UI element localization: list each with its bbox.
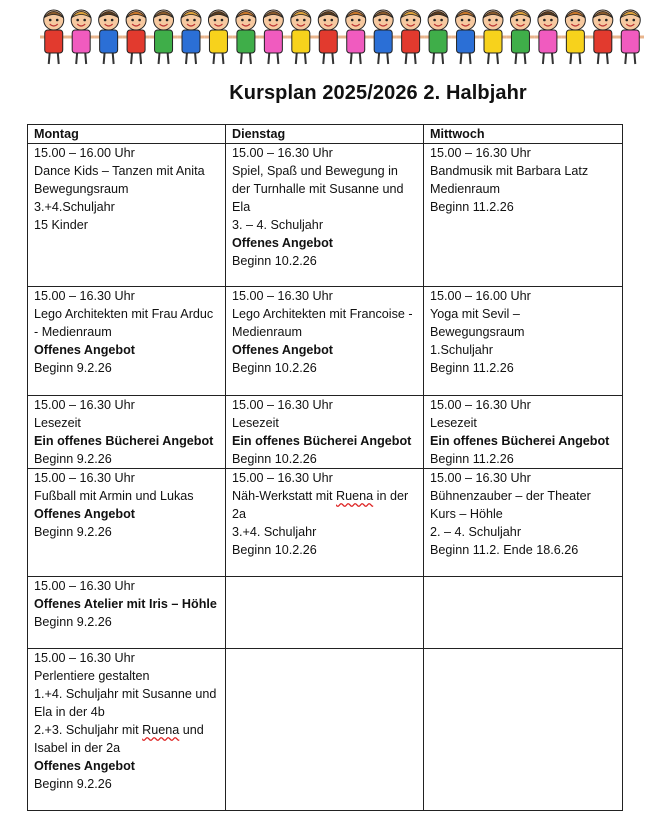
course-note: Offenes Atelier mit Iris – Höhle xyxy=(34,597,217,611)
child-figure xyxy=(67,10,94,64)
course-line: Lesezeit xyxy=(430,416,477,430)
course-cell-dienstag xyxy=(226,649,424,811)
table-row xyxy=(28,469,623,577)
course-line: Beginn 11.2.26 xyxy=(430,361,514,375)
table-row xyxy=(28,649,623,811)
column-header-mittwoch: Mittwoch xyxy=(424,125,623,144)
course-line: 3.+4. Schuljahr xyxy=(232,525,317,539)
course-line: 2.+3. Schuljahr mit Ruena und Isabel in der 2a xyxy=(34,723,204,755)
child-figure xyxy=(150,10,177,64)
course-line: 15.00 – 16.00 Uhr xyxy=(34,146,135,160)
course-cell-mittwoch xyxy=(424,396,623,469)
course-line: 15.00 – 16.30 Uhr xyxy=(430,146,531,160)
course-line: 15.00 – 16.30 Uhr xyxy=(430,471,531,485)
course-line: 15.00 – 16.30 Uhr xyxy=(232,398,333,412)
course-line: Beginn 10.2.26 xyxy=(232,452,317,466)
course-line: Lesezeit xyxy=(232,416,279,430)
course-line: Beginn 9.2.26 xyxy=(34,361,112,375)
course-line: Beginn 11.2. Ende 18.6.26 xyxy=(430,543,579,557)
course-cell-montag xyxy=(28,649,226,811)
page-title: Kursplan 2025/2026 2. Halbjahr xyxy=(229,82,527,104)
table-row xyxy=(28,287,623,396)
child-figure xyxy=(562,10,589,64)
course-cell-dienstag xyxy=(226,577,424,649)
course-cell-montag xyxy=(28,144,226,287)
course-line: Beginn 9.2.26 xyxy=(34,525,112,539)
course-line: 15.00 – 16.30 Uhr xyxy=(34,651,135,665)
course-note: Ein offenes Bücherei Angebot xyxy=(34,434,214,448)
course-line: Perlentiere gestalten xyxy=(34,669,150,683)
course-note: Offenes Angebot xyxy=(232,236,333,250)
course-line: 15.00 – 16.00 Uhr xyxy=(430,289,531,303)
children-banner-icon xyxy=(40,4,644,66)
column-header-montag: Montag xyxy=(28,125,226,144)
course-line: Beginn 9.2.26 xyxy=(34,452,112,466)
course-line: Beginn 9.2.26 xyxy=(34,615,112,629)
course-line: 15.00 – 16.30 Uhr xyxy=(232,289,333,303)
course-line: Medienraum xyxy=(430,182,500,196)
table-row xyxy=(28,577,623,649)
course-cell-mittwoch xyxy=(424,287,623,396)
course-line: Yoga mit Sevil – Bewegungsraum xyxy=(430,307,525,339)
course-line: Bandmusik mit Barbara Latz xyxy=(430,164,589,178)
course-line: Näh-Werkstatt mit Ruena in der 2a xyxy=(232,489,409,521)
table-header-row xyxy=(28,125,623,144)
child-figure xyxy=(424,10,451,64)
child-figure xyxy=(589,10,616,64)
course-line: 2. – 4. Schuljahr xyxy=(430,525,522,539)
course-note: Ein offenes Bücherei Angebot xyxy=(430,434,610,448)
course-cell-dienstag xyxy=(226,287,424,396)
child-figure xyxy=(342,10,369,64)
course-note: Offenes Angebot xyxy=(34,507,135,521)
course-line: 15 Kinder xyxy=(34,218,88,232)
child-figure xyxy=(287,10,314,64)
course-cell-mittwoch xyxy=(424,649,623,811)
course-cell-montag xyxy=(28,577,226,649)
child-figure xyxy=(122,10,149,64)
child-figure xyxy=(617,10,644,64)
course-line: Bewegungsraum xyxy=(34,182,129,196)
column-header-dienstag: Dienstag xyxy=(226,125,424,144)
child-figure xyxy=(534,10,561,64)
course-cell-dienstag xyxy=(226,469,424,577)
table-row xyxy=(28,144,623,287)
course-line: Beginn 11.2.26 xyxy=(430,200,514,214)
course-line: 15.00 – 16.30 Uhr xyxy=(34,471,135,485)
course-schedule-table xyxy=(27,124,623,811)
course-line: 1.Schuljahr xyxy=(430,343,494,357)
child-figure xyxy=(232,10,259,64)
course-line: Beginn 9.2.26 xyxy=(34,777,112,791)
course-cell-mittwoch xyxy=(424,469,623,577)
child-figure xyxy=(369,10,396,64)
course-cell-montag xyxy=(28,396,226,469)
course-note: Offenes Angebot xyxy=(232,343,333,357)
child-figure xyxy=(205,10,232,64)
course-note: Ein offenes Bücherei Angebot xyxy=(232,434,412,448)
table-row xyxy=(28,396,623,469)
course-line: Beginn 10.2.26 xyxy=(232,254,317,268)
course-note: Offenes Angebot xyxy=(34,343,135,357)
child-figure xyxy=(95,10,122,64)
child-figure xyxy=(507,10,534,64)
course-line: Lesezeit xyxy=(34,416,81,430)
course-line: 15.00 – 16.30 Uhr xyxy=(232,146,333,160)
course-line: 15.00 – 16.30 Uhr xyxy=(232,471,333,485)
course-line: 1.+4. Schuljahr mit Susanne und Ela in der 4b xyxy=(34,687,217,719)
child-figure xyxy=(452,10,479,64)
child-figure xyxy=(479,10,506,64)
course-line: 15.00 – 16.30 Uhr xyxy=(34,289,135,303)
course-line: Beginn 10.2.26 xyxy=(232,543,317,557)
child-figure xyxy=(315,10,342,64)
course-cell-dienstag xyxy=(226,144,424,287)
course-cell-montag xyxy=(28,469,226,577)
course-line: 3.+4.Schuljahr xyxy=(34,200,115,214)
course-line: Fußball mit Armin und Lukas xyxy=(34,489,194,503)
course-line: 15.00 – 16.30 Uhr xyxy=(34,579,135,593)
child-figure xyxy=(397,10,424,64)
course-cell-montag xyxy=(28,287,226,396)
course-line: 15.00 – 16.30 Uhr xyxy=(34,398,135,412)
course-cell-dienstag xyxy=(226,396,424,469)
course-cell-mittwoch xyxy=(424,577,623,649)
course-line: 3. – 4. Schuljahr xyxy=(232,218,324,232)
course-line: Beginn 10.2.26 xyxy=(232,361,317,375)
course-line: Beginn 11.2.26 xyxy=(430,452,514,466)
child-figure xyxy=(177,10,204,64)
course-line: Dance Kids – Tanzen mit Anita xyxy=(34,164,205,178)
course-note: Offenes Angebot xyxy=(34,759,135,773)
course-line: Lego Architekten mit Frau Arduc - Medienraum xyxy=(34,307,214,339)
course-line: Spiel, Spaß und Bewegung in der Turnhalle mit Susanne und Ela xyxy=(232,164,404,214)
course-cell-mittwoch xyxy=(424,144,623,287)
course-line: Bühnenzauber – der Theater Kurs – Höhle xyxy=(430,489,591,521)
course-line: Lego Architekten mit Francoise - Medienraum xyxy=(232,307,413,339)
child-figure xyxy=(260,10,287,64)
child-figure xyxy=(40,10,67,64)
course-line: 15.00 – 16.30 Uhr xyxy=(430,398,531,412)
